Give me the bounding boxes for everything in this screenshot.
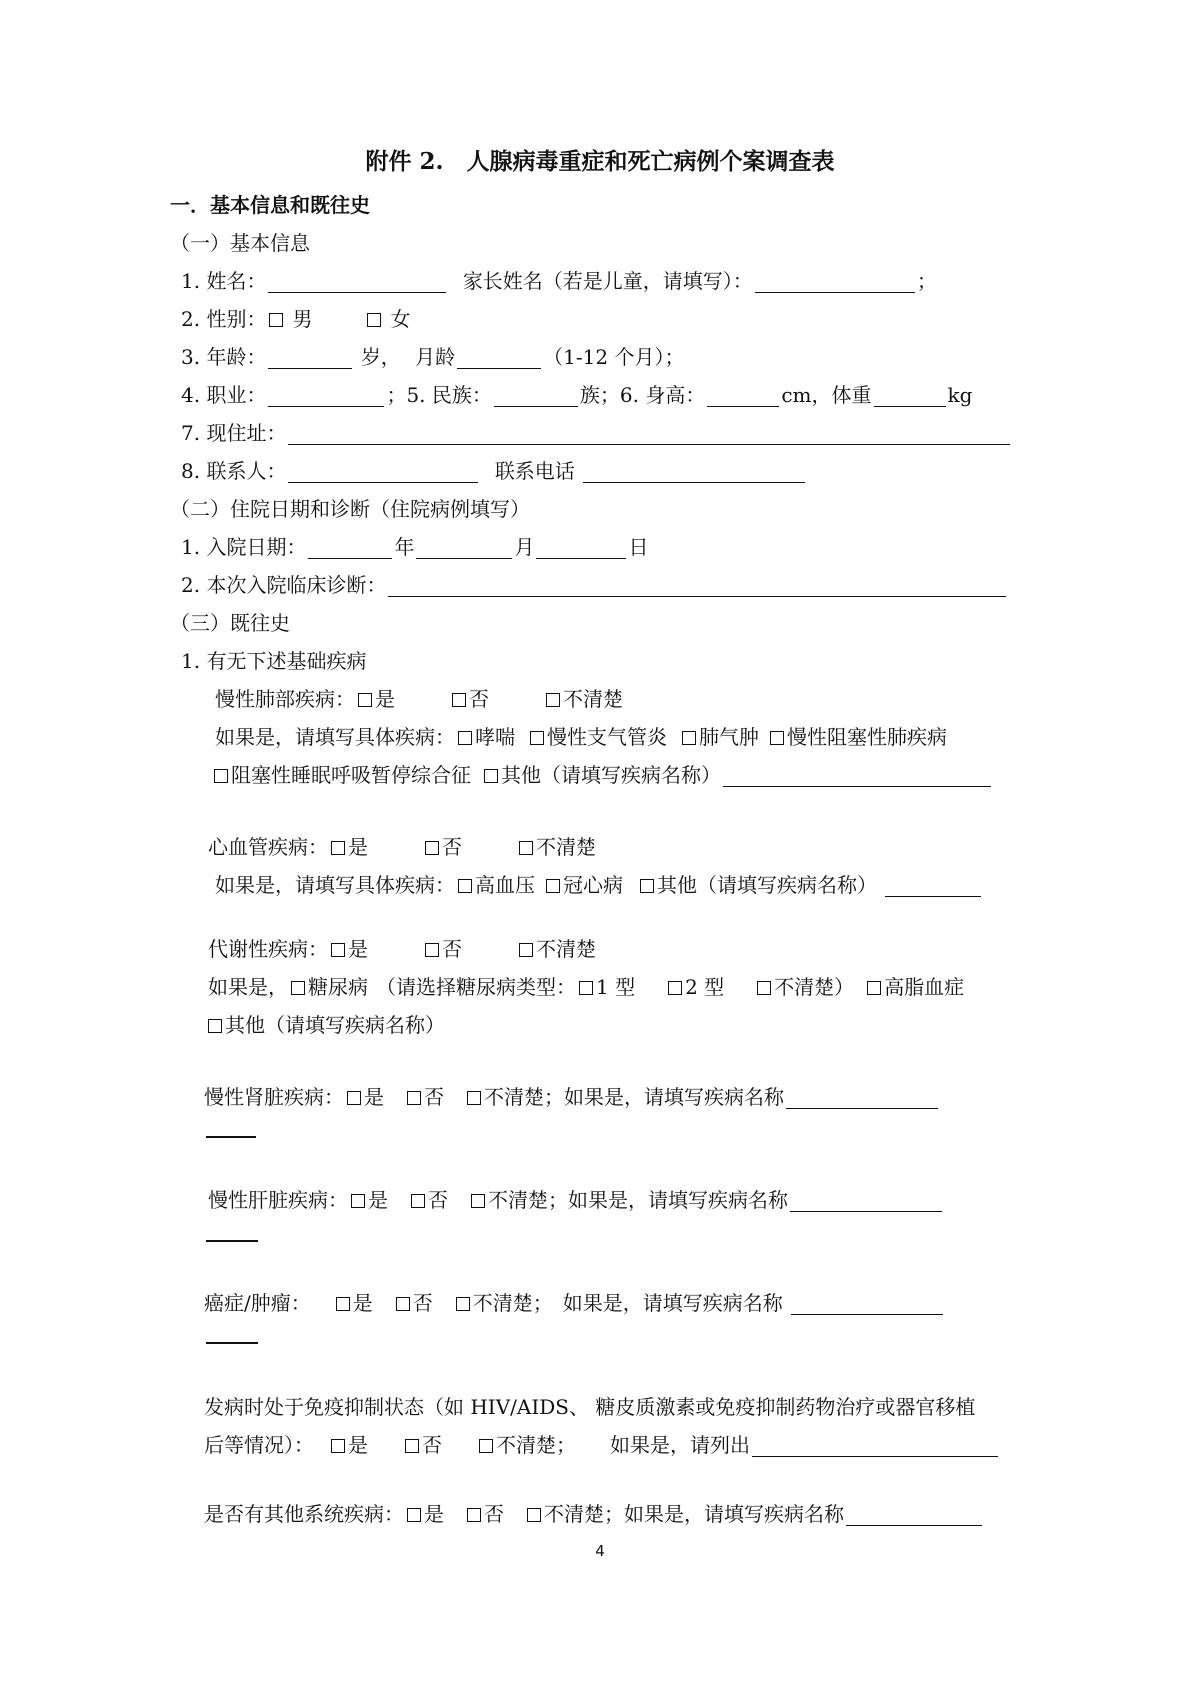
month-unit: 月	[514, 535, 535, 559]
immune-yes-checkbox[interactable]	[331, 1439, 345, 1453]
diagnosis-label: 2. 本次入院临床诊断：	[181, 573, 387, 597]
metabolic-unknown-checkbox[interactable]	[519, 943, 533, 957]
parent-name-label: 家长姓名（若是儿童，请填写）：	[462, 269, 753, 293]
yes-label: 是	[368, 1188, 388, 1212]
phone-field[interactable]	[583, 460, 805, 483]
unknown-label: 不清楚	[488, 1188, 548, 1212]
admission-date-label: 1. 入院日期：	[181, 535, 307, 559]
chd-label: 冠心病	[563, 873, 623, 897]
lung-no-checkbox[interactable]	[452, 693, 466, 707]
year-unit: 年	[394, 535, 415, 559]
hyperlipidemia-checkbox[interactable]	[867, 981, 881, 995]
metabolic-other-label: 其他（请填写疾病名称）	[225, 1013, 445, 1037]
liver-field-continuation[interactable]	[206, 1240, 258, 1242]
metabolic-yes-checkbox[interactable]	[331, 943, 345, 957]
unknown-label: 不清楚	[484, 1085, 544, 1109]
liver-no-checkbox[interactable]	[411, 1194, 425, 1208]
type1-checkbox[interactable]	[579, 981, 593, 995]
yes-label: 是	[352, 1291, 373, 1315]
yes-label: 是	[424, 1502, 444, 1526]
height-unit: cm，体重	[781, 383, 872, 407]
unknown-label: 不清楚	[496, 1433, 556, 1457]
job-ethnic-height-row	[181, 380, 972, 410]
admission-day-field[interactable]	[536, 536, 626, 559]
cancer-suffix-2: 如果是，请填写疾病名称	[562, 1291, 783, 1315]
ethnic-unit: 族；6. 身高：	[579, 383, 706, 407]
weight-field[interactable]	[874, 384, 946, 407]
kidney-suffix: ；如果是，请填写疾病名称	[544, 1085, 784, 1109]
lung-detail-row-2	[211, 760, 993, 790]
type2-checkbox[interactable]	[668, 981, 682, 995]
name-row	[181, 266, 937, 296]
metabolic-if-yes: 如果是，	[208, 975, 288, 999]
other-yes-checkbox[interactable]	[407, 1508, 421, 1522]
page-title: 附件 2. 人腺病毒重症和死亡病例个案调查表	[365, 148, 835, 175]
lung-other-field[interactable]	[723, 764, 991, 787]
day-unit: 日	[628, 535, 649, 559]
osa-checkbox[interactable]	[214, 769, 228, 783]
lung-other-label: 其他（请填写疾病名称）	[501, 763, 721, 787]
height-field[interactable]	[707, 384, 779, 407]
metabolic-no-checkbox[interactable]	[425, 943, 439, 957]
metabolic-other-row	[205, 1010, 445, 1040]
immune-row	[204, 1430, 1000, 1460]
unknown-label: 不清楚	[472, 1291, 533, 1315]
age-label: 3. 年龄：	[181, 345, 267, 369]
cardio-detail-prefix: 如果是，请填写具体疾病：	[215, 873, 455, 897]
kidney-name-field[interactable]	[786, 1086, 938, 1109]
chd-checkbox[interactable]	[546, 879, 560, 893]
address-label: 7. 现住址：	[181, 421, 287, 445]
lung-other-checkbox[interactable]	[484, 769, 498, 783]
metabolic-other-checkbox[interactable]	[208, 1019, 222, 1033]
admission-month-field[interactable]	[416, 536, 512, 559]
other-system-row	[204, 1499, 984, 1529]
diabetes-label: 糖尿病	[308, 975, 368, 999]
kidney-yes-checkbox[interactable]	[347, 1091, 361, 1105]
job-field[interactable]	[268, 384, 384, 407]
weight-unit: kg	[947, 383, 973, 407]
cardio-row	[208, 832, 596, 862]
cardio-yes-checkbox[interactable]	[331, 841, 345, 855]
no-label: 否	[424, 1085, 444, 1109]
cancer-row	[204, 1288, 945, 1318]
liver-row	[208, 1185, 944, 1215]
no-label: 否	[442, 835, 462, 859]
contact-row	[181, 456, 807, 486]
other-system-suffix: ；如果是，请填写疾病名称	[604, 1502, 844, 1526]
chronic-bronchitis-checkbox[interactable]	[530, 731, 544, 745]
cardio-other-checkbox[interactable]	[640, 879, 654, 893]
liver-suffix: ；如果是，请填写疾病名称	[548, 1188, 788, 1212]
hypertension-label: 高血压	[475, 873, 535, 897]
liver-name-field[interactable]	[790, 1189, 942, 1212]
unknown-label: 不清楚	[563, 687, 623, 711]
kidney-no-checkbox[interactable]	[407, 1091, 421, 1105]
cardio-no-checkbox[interactable]	[425, 841, 439, 855]
cancer-name-field[interactable]	[791, 1292, 943, 1315]
subsection-basic-info: （一）基本信息	[170, 231, 310, 255]
kidney-unknown-checkbox[interactable]	[467, 1091, 481, 1105]
lung-yes-checkbox[interactable]	[358, 693, 372, 707]
no-label: 否	[469, 687, 489, 711]
lung-unknown-checkbox[interactable]	[546, 693, 560, 707]
diagnosis-row	[181, 570, 1008, 600]
female-label: 女	[390, 307, 411, 331]
liver-yes-checkbox[interactable]	[351, 1194, 365, 1208]
age-row	[181, 342, 684, 372]
copd-label: 慢性阻塞性肺疾病	[787, 725, 947, 749]
immune-line-1: 发病时处于免疫抑制状态（如 HIV/AIDS、 糖皮质激素或免疫抑制药物治疗或器官移植	[204, 1395, 976, 1419]
diagnosis-field[interactable]	[388, 574, 1006, 597]
ethnic-label: ；5. 民族：	[386, 383, 492, 407]
female-checkbox[interactable]	[367, 313, 381, 327]
emphysema-checkbox[interactable]	[682, 731, 696, 745]
job-label: 4. 职业：	[181, 383, 267, 407]
emphysema-label: 肺气肿	[699, 725, 759, 749]
name-field[interactable]	[268, 270, 446, 293]
diabetes-type-prefix: （请选择糖尿病类型：	[376, 975, 576, 999]
male-checkbox[interactable]	[269, 313, 283, 327]
cardio-detail-row	[215, 870, 983, 900]
immune-no-checkbox[interactable]	[405, 1439, 419, 1453]
cancer-yes-checkbox[interactable]	[336, 1297, 350, 1311]
hypertension-checkbox[interactable]	[458, 879, 472, 893]
asthma-label: 哮喘	[475, 725, 515, 749]
type-unknown-checkbox[interactable]	[757, 981, 771, 995]
no-label: 否	[442, 937, 462, 961]
immune-line-2: 后等情况）：	[204, 1433, 314, 1457]
contact-field[interactable]	[288, 460, 478, 483]
diabetes-checkbox[interactable]	[291, 981, 305, 995]
age-years-field[interactable]	[268, 346, 352, 369]
lung-detail-row	[215, 722, 947, 752]
cardio-label: 心血管疾病：	[208, 835, 328, 859]
address-field[interactable]	[288, 422, 1010, 445]
cancer-suffix: ；	[532, 1291, 553, 1315]
lung-detail-prefix: 如果是，请填写具体疾病：	[215, 725, 455, 749]
cancer-unknown-checkbox[interactable]	[456, 1297, 470, 1311]
cancer-field-continuation[interactable]	[206, 1342, 258, 1344]
lung-label: 慢性肺部疾病：	[215, 687, 355, 711]
type-unknown-label: 不清楚）	[774, 975, 855, 999]
chronic-bronchitis-label: 慢性支气管炎	[547, 725, 667, 749]
yes-label: 是	[348, 835, 368, 859]
liver-label: 慢性肝脏疾病：	[208, 1188, 348, 1212]
metabolic-label: 代谢性疾病：	[208, 937, 328, 961]
yes-label: 是	[375, 687, 395, 711]
metabolic-detail-row	[208, 972, 964, 1002]
name-label: 1. 姓名：	[181, 269, 267, 293]
contact-label: 8. 联系人：	[181, 459, 287, 483]
yes-label: 是	[348, 1433, 368, 1457]
immune-list-field[interactable]	[752, 1434, 998, 1457]
month-age-label: 月龄	[415, 345, 456, 369]
immune-list-label: 如果是，请列出	[610, 1433, 750, 1457]
no-label: 否	[412, 1291, 433, 1315]
other-no-checkbox[interactable]	[467, 1508, 481, 1522]
copd-checkbox[interactable]	[770, 731, 784, 745]
month-age-field[interactable]	[457, 346, 541, 369]
cardio-other-field[interactable]	[885, 874, 981, 897]
kidney-field-continuation[interactable]	[206, 1136, 256, 1138]
liver-unknown-checkbox[interactable]	[471, 1194, 485, 1208]
cardio-unknown-checkbox[interactable]	[519, 841, 533, 855]
other-unknown-checkbox[interactable]	[527, 1508, 541, 1522]
admission-year-field[interactable]	[308, 536, 392, 559]
yes-label: 是	[348, 937, 368, 961]
other-system-label: 是否有其他系统疾病：	[204, 1502, 404, 1526]
immune-unknown-checkbox[interactable]	[479, 1439, 493, 1453]
month-range-note: （1-12 个月）；	[543, 345, 685, 369]
subsection-admission: （二）住院日期和诊断（住院病例填写）	[170, 497, 530, 521]
cancer-no-checkbox[interactable]	[396, 1297, 410, 1311]
address-row	[181, 418, 1012, 448]
immune-suffix: ；	[556, 1433, 576, 1457]
parent-name-field[interactable]	[755, 270, 915, 293]
cancer-label: 癌症/肿瘤：	[204, 1291, 311, 1315]
cardio-other-label: 其他（请填写疾病名称）	[657, 873, 877, 897]
kidney-row	[204, 1082, 940, 1112]
base-disease-heading: 1. 有无下述基础疾病	[181, 649, 367, 673]
unknown-label: 不清楚	[536, 937, 596, 961]
phone-label: 联系电话	[494, 459, 575, 483]
metabolic-row	[208, 934, 596, 964]
osa-label: 阻塞性睡眠呼吸暂停综合征	[231, 763, 471, 787]
admission-date-row	[181, 532, 648, 562]
asthma-checkbox[interactable]	[458, 731, 472, 745]
no-label: 否	[422, 1433, 442, 1457]
other-system-field[interactable]	[846, 1503, 982, 1526]
sex-row	[181, 304, 410, 334]
semicolon: ；	[916, 269, 937, 293]
type1-label: 1 型	[596, 975, 636, 999]
sex-label: 2. 性别：	[181, 307, 267, 331]
yes-label: 是	[364, 1085, 384, 1109]
subsection-history: （三）既往史	[170, 611, 290, 635]
years-unit: 岁，	[360, 345, 401, 369]
page-number: 4	[595, 1542, 605, 1560]
ethnic-field[interactable]	[494, 384, 578, 407]
unknown-label: 不清楚	[536, 835, 596, 859]
lung-row	[215, 684, 623, 714]
section-heading-basic-info: 一．基本信息和既往史	[170, 193, 370, 217]
no-label: 否	[428, 1188, 448, 1212]
hyperlipidemia-label: 高脂血症	[884, 975, 965, 999]
unknown-label: 不清楚	[544, 1502, 604, 1526]
no-label: 否	[484, 1502, 504, 1526]
kidney-label: 慢性肾脏疾病：	[204, 1085, 344, 1109]
type2-label: 2 型	[685, 975, 725, 999]
male-label: 男	[292, 307, 313, 331]
